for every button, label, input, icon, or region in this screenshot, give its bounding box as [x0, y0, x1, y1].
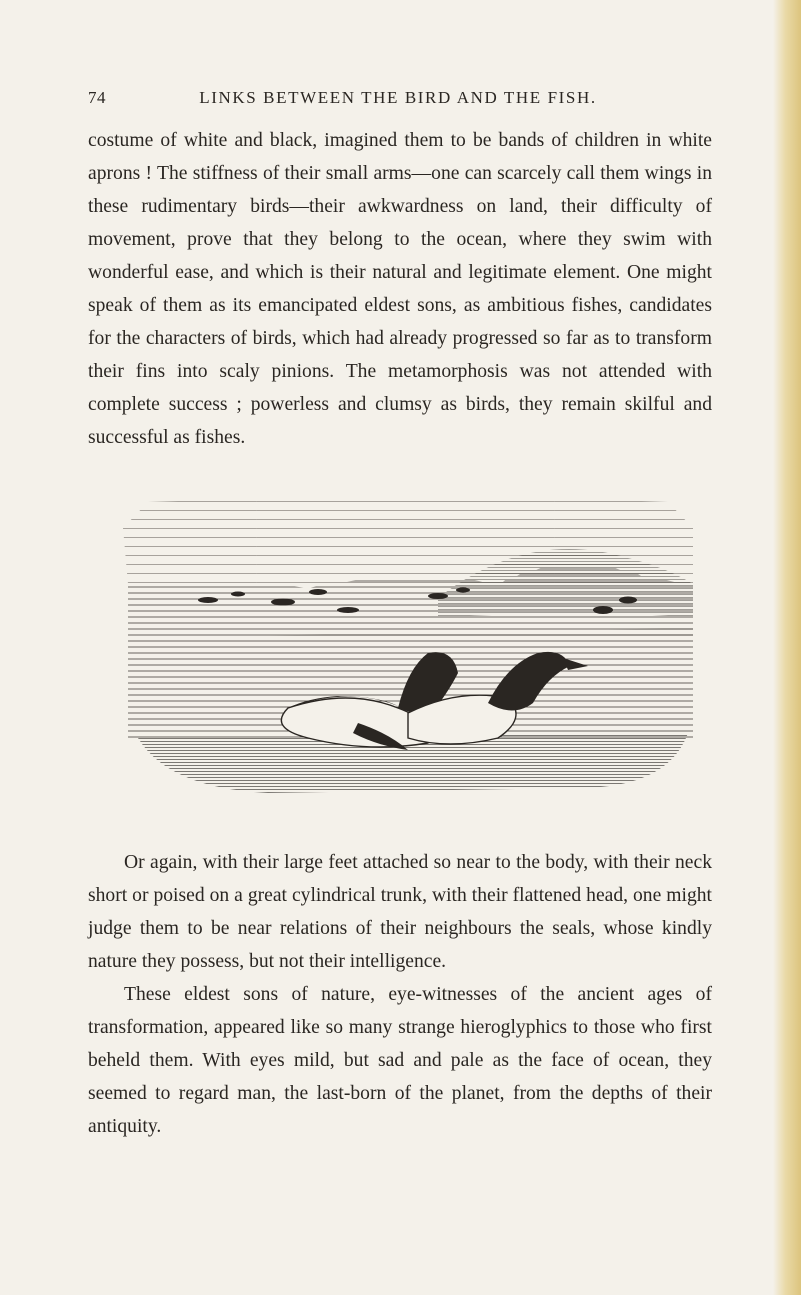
paragraph: These eldest sons of nature, eye-witnesses of the ancient ages of transformation, appeared like so many strange hieroglyphics to those who first beheld them. With eyes mild, but sad and pale as the face of ocean, they seemed to regard man, the last-born of the planet, from the depths of their antiquity.	[88, 984, 712, 1137]
page-number: 74	[88, 88, 106, 107]
running-title: LINKS BETWEEN THE BIRD AND THE FISH.	[199, 88, 597, 107]
paragraph: costume of white and black, imagined them to be bands of children in white aprons ! The stiffness of their small arms—one can scarcely call them wings in these rudimentary birds—their awkwardness on land, their difficulty of movement, prove that they belong to the ocean, where they swim with wonderful ease, and which is their natural and legitimate element. One might speak of them as its emancipated eldest sons, as ambitious fishes, candidates for the characters of birds, which had already progressed so far as to transform their fins into scaly pinions. The metamorphosis was not attended with complete success ; powerless and clumsy as birds, they remain skilful and successful as fishes.	[88, 130, 712, 448]
body-text-top	[88, 124, 712, 454]
engraving-image	[108, 488, 703, 818]
page-edge-stain	[773, 0, 801, 1295]
paragraph: Or again, with their large feet attached so near to the body, with their neck short or poised on a great cylindrical trunk, with their flattened head, one might judge them to be near relations of their neighbours the seals, whose kindly nature they possess, but not their intelligence.	[88, 852, 712, 972]
page-header	[88, 88, 708, 112]
penguin-illustration	[108, 488, 703, 818]
body-text-bottom	[88, 846, 712, 1143]
